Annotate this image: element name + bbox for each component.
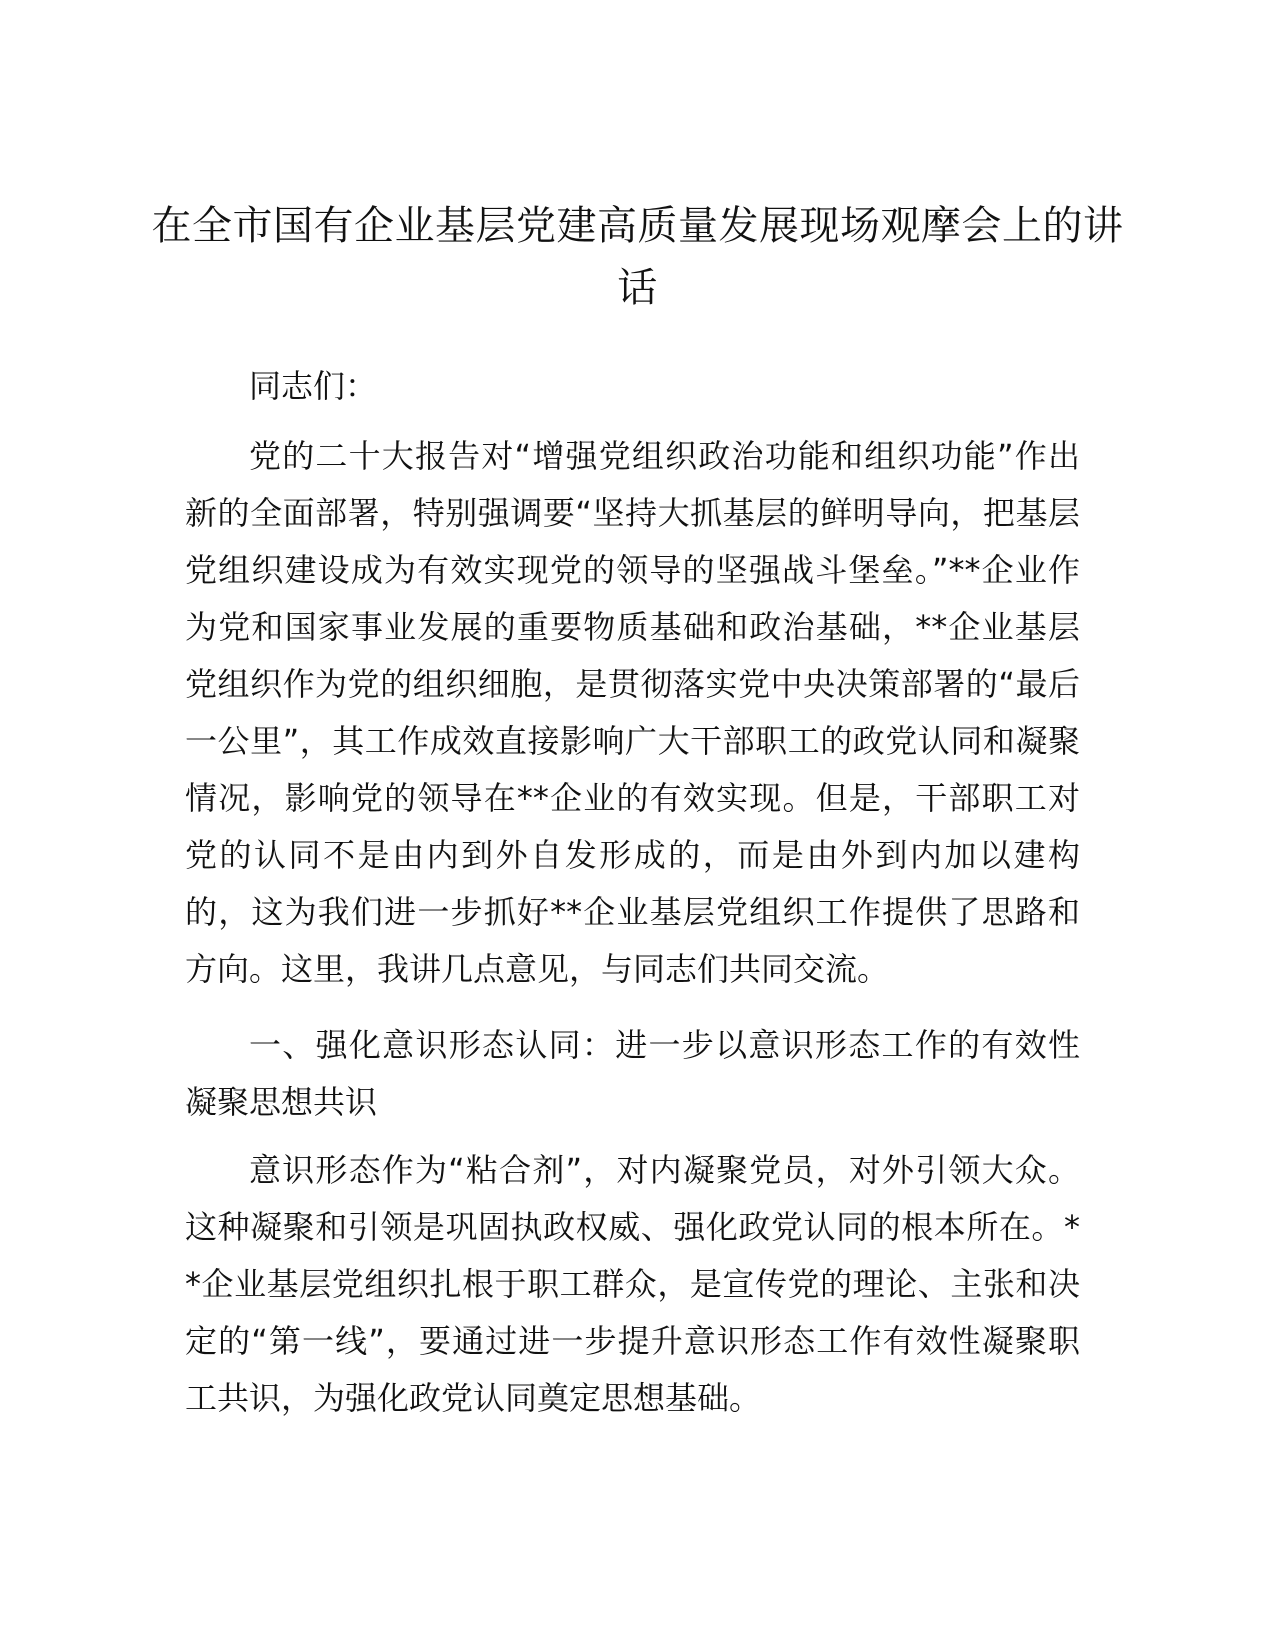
intro-paragraph: 党的二十大报告对“增强党组织政治功能和组织功能”作出新的全面部署，特别强调要“坚持大抓基层的鲜明导向，把基层党组织建设成为有效实现党的领导的坚强战斗堡垒。”**企业作为党和国家事业发展的重要物质基础和政治基础，**企业基层党组织作为党的组织细胞，是贯彻落实党中央决策部署的“最后一公里”，其工作成效直接影响广大干部职工的政党认同和凝聚情况，影响党的领导在**企业的有效实现。但是，干部职工对党的认同不是由内到外自发形成的，而是由外到内加以建构的，这为我们进一步抓好**企业基层党组织工作提供了思路和方向。这里，我讲几点意见，与同志们共同交流。 [185,437,1080,988]
section-1-paragraph: 意识形态作为“粘合剂”，对内凝聚党员，对外引领大众。这种凝聚和引领是巩固执政权威、强化政党认同的根本所在。**企业基层党组织扎根于职工群众，是宣传党的理论、主张和决定的“第一线”，要通过进一步提升意识形态工作有效性凝聚职工共识，为强化政党认同奠定思想基础。 [185,1151,1080,1417]
document-title: 在全市国有企业基层党建高质量发展现场观摩会上的讲话 [151,203,1124,311]
section-heading-1: 一、强化意识形态认同：进一步以意识形态工作的有效性凝聚思想共识 [185,1026,1080,1121]
salutation: 同志们： [249,367,378,405]
